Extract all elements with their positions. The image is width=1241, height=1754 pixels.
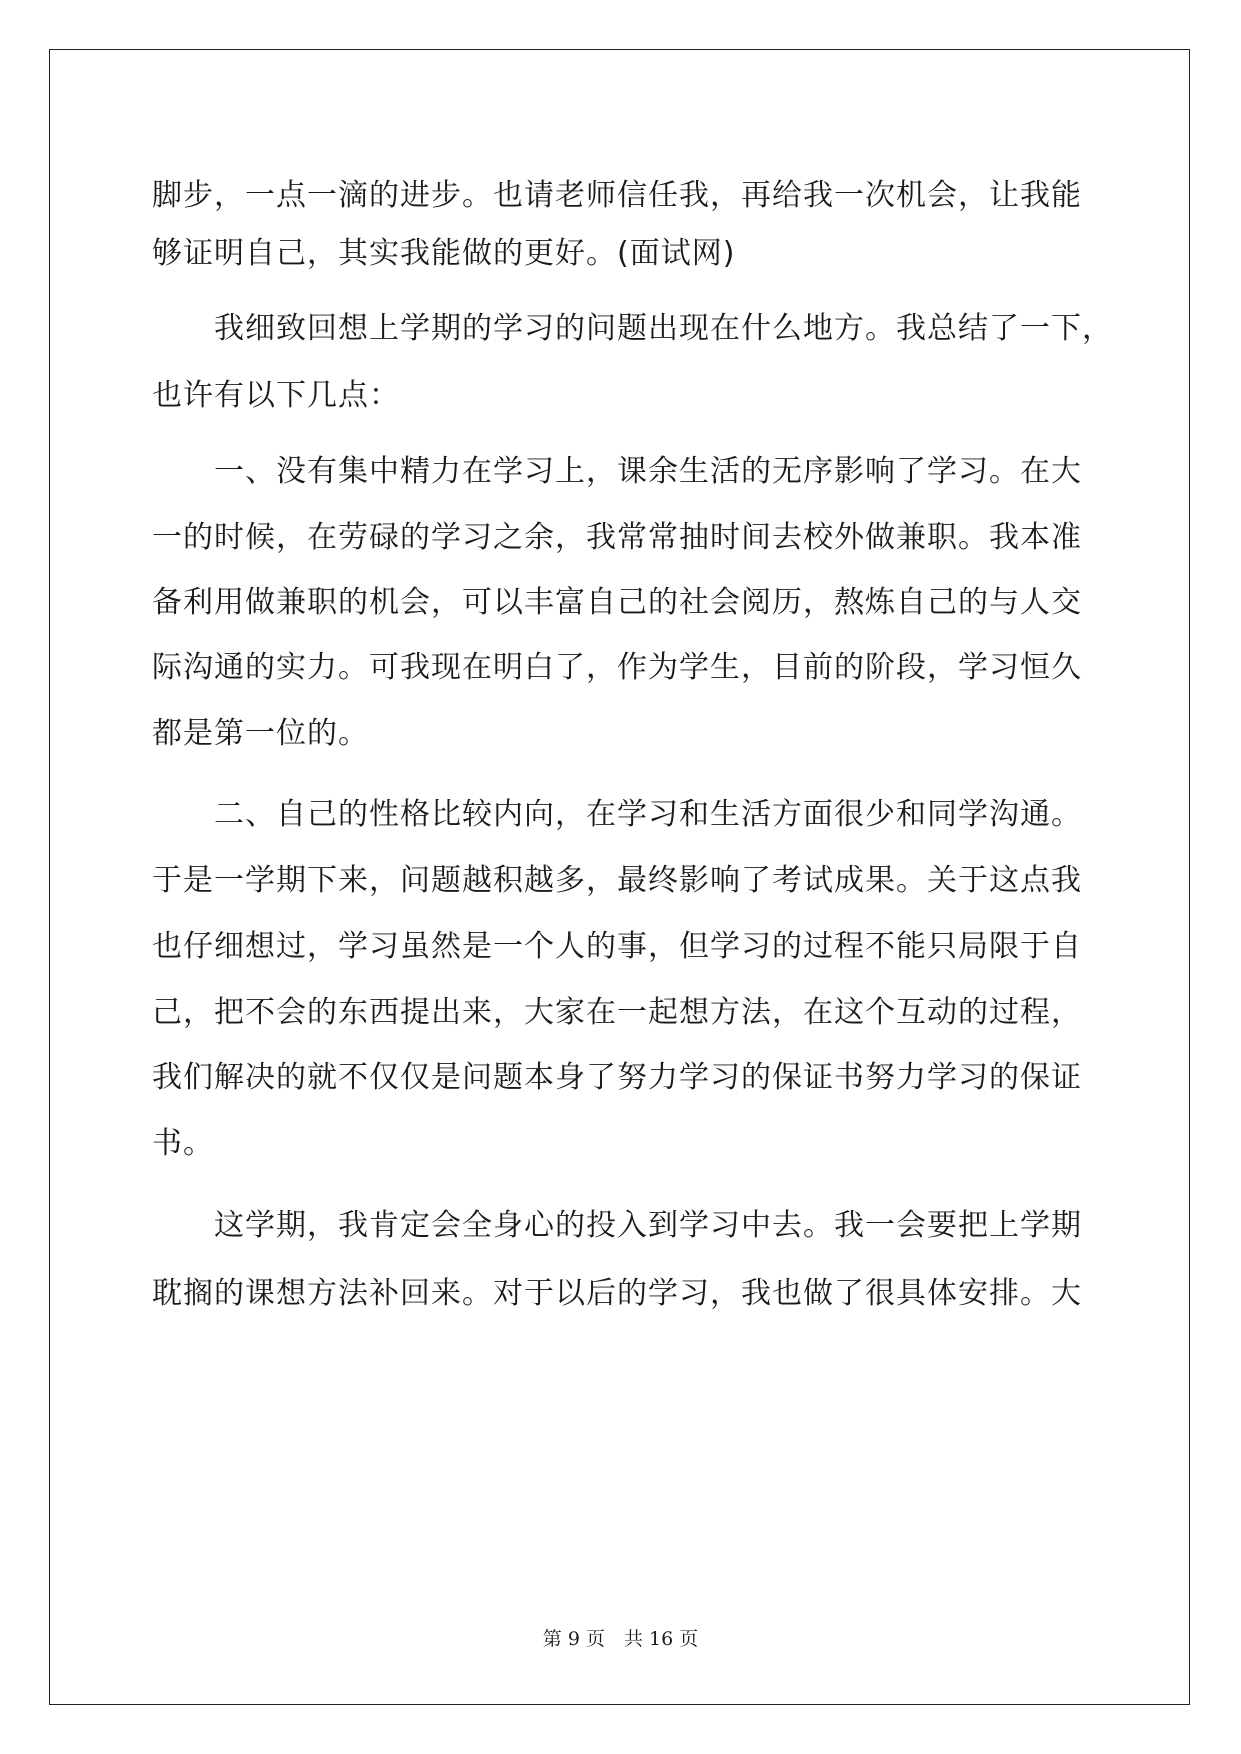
text-line: 我细致回想上学期的学习的问题出现在什么地方。我总结了一下， (152, 311, 1113, 346)
text-line: 己，把不会的东西提出来，大家在一起想方法，在这个互动的过程， (152, 995, 1082, 1030)
text-line: 都是第一位的。 (152, 716, 369, 751)
text-line: 够证明自己，其实我能做的更好。(面试网) (152, 236, 736, 271)
text-line: 我们解决的就不仅仅是问题本身了努力学习的保证书努力学习的保证 (152, 1060, 1082, 1095)
page-number: 第 9 页 共 16 页 (542, 1628, 699, 1650)
text-line: 也许有以下几点： (152, 378, 400, 413)
text-line: 书。 (152, 1126, 214, 1161)
text-line: 也仔细想过，学习虽然是一个人的事，但学习的过程不能只局限于自 (152, 929, 1082, 964)
text-line: 脚步，一点一滴的进步。也请老师信任我，再给我一次机会，让我能 (152, 178, 1082, 213)
text-line: 这学期，我肯定会全身心的投入到学习中去。我一会要把上学期 (152, 1208, 1082, 1243)
text-line: 二、自己的性格比较内向，在学习和生活方面很少和同学沟通。 (152, 797, 1082, 832)
text-line: 备利用做兼职的机会，可以丰富自己的社会阅历，熬炼自己的与人交 (152, 585, 1082, 620)
text-line: 耽搁的课想方法补回来。对于以后的学习，我也做了很具体安排。大 (152, 1276, 1082, 1311)
text-line: 一的时候，在劳碌的学习之余，我常常抽时间去校外做兼职。我本准 (152, 520, 1082, 555)
text-line: 一、没有集中精力在学习上，课余生活的无序影响了学习。在大 (152, 454, 1082, 489)
text-line: 际沟通的实力。可我现在明白了，作为学生，目前的阶段，学习恒久 (152, 650, 1082, 685)
text-line: 于是一学期下来，问题越积越多，最终影响了考试成果。关于这点我 (152, 863, 1082, 898)
